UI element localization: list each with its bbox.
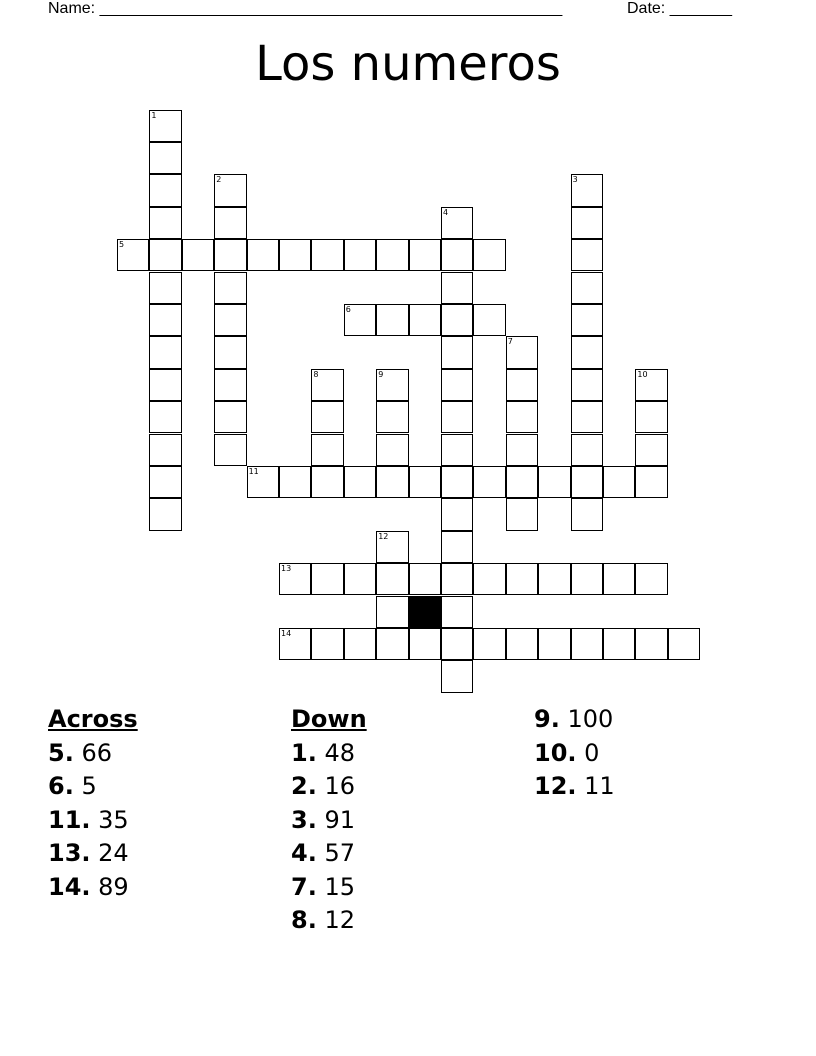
- grid-cell[interactable]: [571, 174, 603, 206]
- grid-cell[interactable]: [344, 628, 376, 660]
- grid-cell[interactable]: [635, 434, 667, 466]
- clue-item: [291, 837, 367, 871]
- grid-cell[interactable]: [441, 628, 473, 660]
- clue-item: [291, 804, 367, 838]
- grid-cell[interactable]: [506, 628, 538, 660]
- grid-cell[interactable]: [214, 304, 246, 336]
- clue-number: 13: [281, 564, 292, 574]
- clue-text: 24: [90, 839, 129, 867]
- grid-cell[interactable]: [441, 466, 473, 498]
- grid-cell[interactable]: [311, 466, 343, 498]
- clue-number-label: 7.: [291, 872, 317, 901]
- clue-item: [291, 737, 367, 771]
- clue-number: 3: [572, 175, 578, 185]
- clue-number-label: 1.: [291, 738, 317, 767]
- clue-number-label: 8.: [291, 906, 317, 934]
- grid-cell[interactable]: [149, 142, 181, 174]
- grid-cell[interactable]: [149, 304, 181, 336]
- grid-cell[interactable]: [344, 563, 376, 595]
- clue-text: 35: [90, 805, 129, 834]
- grid-cell[interactable]: [603, 466, 635, 498]
- clue-number: 10: [637, 369, 648, 379]
- grid-cell[interactable]: [538, 466, 570, 498]
- grid-cell[interactable]: [214, 207, 246, 239]
- clue-number: 5: [119, 240, 125, 250]
- grid-cell[interactable]: [149, 369, 181, 401]
- grid-cell[interactable]: [247, 239, 279, 271]
- clue-number: 7: [507, 337, 513, 347]
- clue-number: 12: [378, 531, 389, 541]
- clue-item: [534, 737, 615, 771]
- grid-cell[interactable]: [279, 628, 311, 660]
- grid-cell[interactable]: [149, 401, 181, 433]
- grid-cell[interactable]: [473, 239, 505, 271]
- grid-cell[interactable]: [376, 304, 408, 336]
- grid-cell[interactable]: [409, 563, 441, 595]
- grid-cell[interactable]: [603, 628, 635, 660]
- clue-text: 16: [316, 772, 355, 800]
- grid-cell[interactable]: [571, 628, 603, 660]
- grid-cell[interactable]: [473, 628, 505, 660]
- grid-cell[interactable]: [376, 401, 408, 433]
- grid-cell[interactable]: [538, 563, 570, 595]
- clue-number-label: 2.: [291, 772, 317, 800]
- grid-cell[interactable]: [214, 272, 246, 304]
- grid-cell[interactable]: [149, 207, 181, 239]
- grid-cell[interactable]: [409, 239, 441, 271]
- clue-number-label: 3.: [291, 805, 317, 834]
- date-field: Date: _______: [627, 0, 732, 17]
- clue-item: [48, 804, 138, 838]
- clue-text: 91: [316, 805, 355, 834]
- clue-number: 6: [345, 304, 351, 314]
- across-heading: Across: [48, 705, 138, 733]
- grid-cell[interactable]: [214, 174, 246, 206]
- grid-cell[interactable]: [409, 628, 441, 660]
- clue-text: 11: [576, 772, 615, 800]
- name-field: Name: ____________________________________________________: [48, 0, 563, 17]
- grid-cell[interactable]: [506, 434, 538, 466]
- clue-text: 89: [90, 872, 129, 901]
- clue-number: 4: [443, 207, 449, 217]
- clue-text: 48: [316, 738, 355, 767]
- grid-cell[interactable]: [571, 369, 603, 401]
- grid-cell[interactable]: [214, 434, 246, 466]
- clue-item: [48, 737, 138, 771]
- grid-cell[interactable]: [214, 369, 246, 401]
- clue-number-label: 13.: [48, 839, 91, 867]
- grid-cell[interactable]: [344, 239, 376, 271]
- grid-cell[interactable]: [214, 336, 246, 368]
- grid-cell[interactable]: [441, 401, 473, 433]
- grid-cell[interactable]: [182, 239, 214, 271]
- grid-cell[interactable]: [311, 239, 343, 271]
- clue-number-label: 12.: [534, 772, 577, 800]
- grid-cell[interactable]: [506, 401, 538, 433]
- clue-text: 57: [316, 839, 355, 867]
- grid-cell[interactable]: [635, 369, 667, 401]
- grid-cell[interactable]: [571, 272, 603, 304]
- grid-cell[interactable]: [571, 304, 603, 336]
- grid-cell[interactable]: [473, 466, 505, 498]
- clue-number: 9: [378, 369, 384, 379]
- clue-text: 0: [576, 738, 600, 767]
- grid-cell[interactable]: [473, 563, 505, 595]
- grid-cell[interactable]: [149, 272, 181, 304]
- clue-number: 8: [313, 369, 319, 379]
- grid-cell[interactable]: [506, 369, 538, 401]
- grid-cell[interactable]: [149, 110, 181, 142]
- grid-cell[interactable]: [149, 239, 181, 271]
- grid-cell[interactable]: [506, 563, 538, 595]
- grid-cell[interactable]: [441, 498, 473, 530]
- clue-number-label: 11.: [48, 805, 91, 834]
- grid-cell[interactable]: [441, 272, 473, 304]
- grid-cell[interactable]: [441, 239, 473, 271]
- down-clues-continued: [534, 703, 615, 804]
- clue-number-label: 6.: [48, 772, 74, 800]
- clue-item: [48, 837, 138, 871]
- down-heading: Down: [291, 705, 367, 733]
- grid-cell[interactable]: [117, 239, 149, 271]
- grid-cell[interactable]: [441, 434, 473, 466]
- grid-cell[interactable]: [311, 563, 343, 595]
- grid-cell[interactable]: [571, 563, 603, 595]
- grid-cell[interactable]: [441, 304, 473, 336]
- grid-cell[interactable]: [214, 401, 246, 433]
- clue-item: [291, 904, 367, 938]
- grid-cell[interactable]: [279, 563, 311, 595]
- clue-item: [534, 770, 615, 804]
- grid-cell[interactable]: [473, 304, 505, 336]
- clue-text: 15: [316, 872, 355, 901]
- grid-cell[interactable]: [506, 498, 538, 530]
- grid-cell[interactable]: [149, 434, 181, 466]
- grid-cell[interactable]: [603, 563, 635, 595]
- grid-cell[interactable]: [441, 596, 473, 628]
- grid-cell[interactable]: [149, 466, 181, 498]
- grid-cell[interactable]: [571, 401, 603, 433]
- clue-text: 100: [559, 705, 614, 733]
- clue-item: [48, 871, 138, 905]
- grid-cell[interactable]: [506, 466, 538, 498]
- grid-cell[interactable]: [279, 466, 311, 498]
- grid-cell[interactable]: [376, 531, 408, 563]
- grid-cell[interactable]: [571, 466, 603, 498]
- grid-cell[interactable]: [376, 434, 408, 466]
- clue-number: 1: [151, 110, 157, 120]
- grid-cell[interactable]: [376, 563, 408, 595]
- clue-number: 14: [281, 628, 292, 638]
- grid-cell[interactable]: [571, 239, 603, 271]
- grid-cell[interactable]: [635, 563, 667, 595]
- grid-cell[interactable]: [279, 239, 311, 271]
- grid-cell[interactable]: [311, 434, 343, 466]
- grid-cell[interactable]: [441, 369, 473, 401]
- grid-cell[interactable]: [149, 498, 181, 530]
- grid-cell[interactable]: [376, 466, 408, 498]
- grid-cell[interactable]: [635, 628, 667, 660]
- clue-number-label: 14.: [48, 872, 91, 901]
- down-clues: [291, 703, 367, 938]
- grid-cell[interactable]: [635, 401, 667, 433]
- grid-cell[interactable]: [149, 336, 181, 368]
- clue-text: 12: [316, 906, 355, 934]
- grid-cell[interactable]: [635, 466, 667, 498]
- clue-number-label: 4.: [291, 839, 317, 867]
- grid-cell[interactable]: [344, 304, 376, 336]
- clue-number-label: 5.: [48, 738, 74, 767]
- grid-cell[interactable]: [441, 563, 473, 595]
- across-clues: [48, 703, 138, 904]
- black-square: [409, 596, 441, 628]
- grid-cell[interactable]: [441, 531, 473, 563]
- grid-cell[interactable]: [571, 434, 603, 466]
- clue-number-label: 10.: [534, 738, 577, 767]
- clue-item: [291, 770, 367, 804]
- grid-cell[interactable]: [409, 304, 441, 336]
- clue-text: 66: [73, 738, 112, 767]
- grid-cell[interactable]: [441, 660, 473, 692]
- grid-cell[interactable]: [149, 174, 181, 206]
- clue-item: [48, 770, 138, 804]
- clue-number: 2: [216, 175, 222, 185]
- clue-item: [534, 703, 615, 737]
- puzzle-title: Los numeros: [255, 36, 561, 92]
- grid-cell[interactable]: [441, 207, 473, 239]
- grid-cell[interactable]: [376, 369, 408, 401]
- grid-cell[interactable]: [668, 628, 700, 660]
- grid-cell[interactable]: [376, 239, 408, 271]
- grid-cell[interactable]: [506, 336, 538, 368]
- grid-cell[interactable]: [247, 466, 279, 498]
- clue-item: [291, 871, 367, 905]
- grid-cell[interactable]: [376, 596, 408, 628]
- grid-cell[interactable]: [311, 401, 343, 433]
- grid-cell[interactable]: [311, 628, 343, 660]
- grid-cell[interactable]: [538, 628, 570, 660]
- clue-number-label: 9.: [534, 705, 560, 733]
- grid-cell[interactable]: [409, 466, 441, 498]
- grid-cell[interactable]: [441, 336, 473, 368]
- grid-cell[interactable]: [571, 336, 603, 368]
- grid-cell[interactable]: [311, 369, 343, 401]
- grid-cell[interactable]: [344, 466, 376, 498]
- grid-cell[interactable]: [571, 207, 603, 239]
- clue-number: 11: [248, 466, 259, 476]
- grid-cell[interactable]: [214, 239, 246, 271]
- grid-cell[interactable]: [571, 498, 603, 530]
- grid-cell[interactable]: [376, 628, 408, 660]
- clue-text: 5: [73, 772, 97, 800]
